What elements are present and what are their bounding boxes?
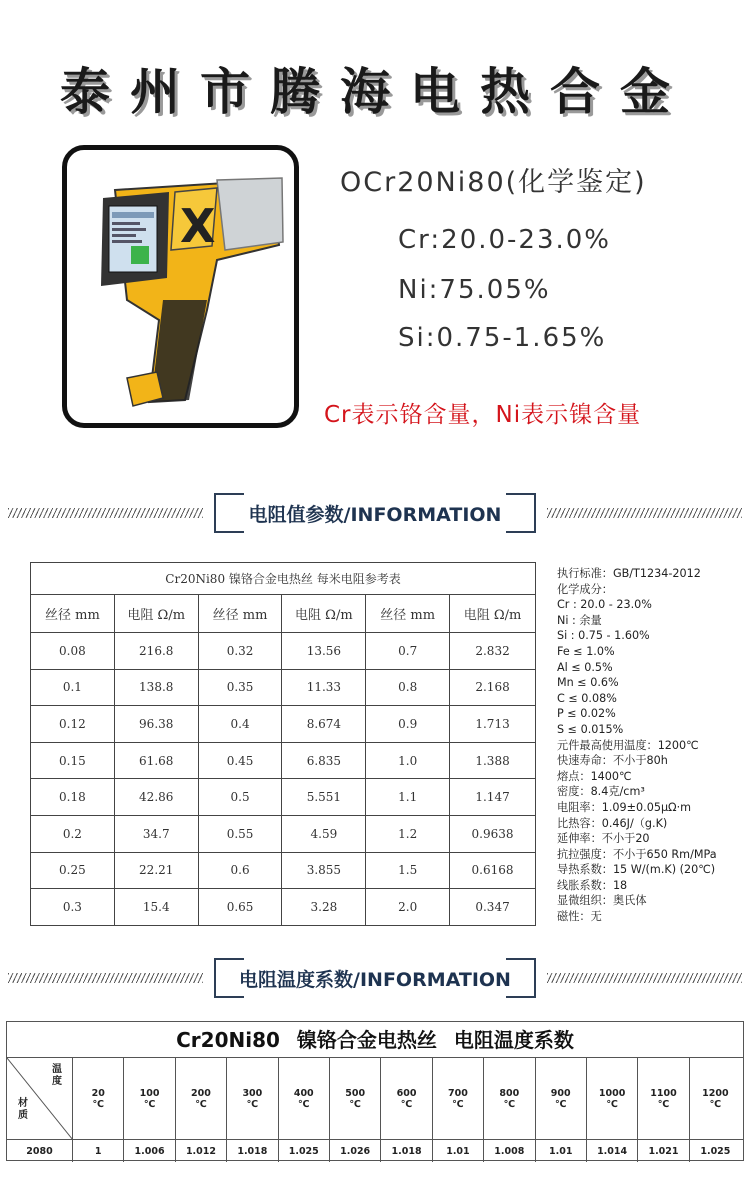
coef-value-row xyxy=(7,1140,743,1162)
table-cell: 3.28 xyxy=(282,889,366,926)
table-cell: 0.08 xyxy=(31,633,115,670)
table-cell: 22.21 xyxy=(114,852,198,889)
spec-line: 执行标准：GB/T1234-2012 xyxy=(557,567,701,580)
temp-header: 700 ℃ xyxy=(433,1058,484,1139)
column-header: 电阻 Ω/m xyxy=(282,595,366,633)
table-cell: 1.713 xyxy=(450,706,536,743)
table-cell: 3.855 xyxy=(282,852,366,889)
table-cell: 0.65 xyxy=(198,889,282,926)
table-cell: 0.3 xyxy=(31,889,115,926)
material-cell: 2080 xyxy=(7,1140,73,1162)
section-title-box xyxy=(214,958,536,998)
table-cell: 0.25 xyxy=(31,852,115,889)
table-cell: 0.9638 xyxy=(450,815,536,852)
table-cell: 1.1 xyxy=(366,779,450,816)
spec-line: 导热系数：15 W/(m.K) (20℃) xyxy=(557,863,716,877)
composition-cr: Cr:20.0-23.0% xyxy=(398,225,612,255)
table-cell: 61.68 xyxy=(114,742,198,779)
table-cell: 5.551 xyxy=(282,779,366,816)
table-row xyxy=(31,669,536,706)
table-cell: 216.8 xyxy=(114,633,198,670)
spec-line: 延伸率：不小于20 xyxy=(557,832,650,846)
table-cell: 0.7 xyxy=(366,633,450,670)
corner-label-temp: 温度 xyxy=(52,1064,62,1087)
table-cell: 0.4 xyxy=(198,706,282,743)
table-cell: 1.2 xyxy=(366,815,450,852)
table-row xyxy=(31,779,536,816)
coef-value: 1.014 xyxy=(587,1140,638,1162)
spec-line: P ≤ 0.02% xyxy=(557,707,616,721)
table-cell: 0.35 xyxy=(198,669,282,706)
product-photo-frame xyxy=(62,145,299,428)
coef-value: 1.026 xyxy=(330,1140,381,1162)
coef-value: 1.008 xyxy=(484,1140,535,1162)
xrf-analyzer-image xyxy=(67,150,294,423)
temp-header: 600 ℃ xyxy=(381,1058,432,1139)
spec-line: 化学成分： xyxy=(557,582,613,596)
table-cell: 1.5 xyxy=(366,852,450,889)
table-cell: 15.4 xyxy=(114,889,198,926)
table-row xyxy=(31,815,536,852)
spec-line: 显微组织：奥氏体 xyxy=(557,894,647,908)
spec-line: 密度：8.4克/cm³ xyxy=(557,785,645,799)
temp-header: 1000 ℃ xyxy=(587,1058,638,1139)
table-cell: 0.2 xyxy=(31,815,115,852)
coef-value: 1.021 xyxy=(638,1140,689,1162)
table-cell: 34.7 xyxy=(114,815,198,852)
table-cell: 8.674 xyxy=(282,706,366,743)
section-title-box xyxy=(214,493,536,533)
section-title: 电阻温度系数/INFORMATION xyxy=(239,968,511,991)
temperature-coefficient-table xyxy=(6,1021,744,1161)
column-header: 丝径 mm xyxy=(31,595,115,633)
device-x-label: X xyxy=(180,199,216,253)
table-row xyxy=(31,852,536,889)
table-cell: 1.147 xyxy=(450,779,536,816)
hatch-decoration-right xyxy=(547,508,742,518)
coef-value: 1 xyxy=(73,1140,124,1162)
table-cell: 1.0 xyxy=(366,742,450,779)
temp-header: 20 ℃ xyxy=(73,1058,124,1139)
temp-header: 200 ℃ xyxy=(176,1058,227,1139)
coef-value: 1.025 xyxy=(279,1140,330,1162)
temp-header: 300 ℃ xyxy=(227,1058,278,1139)
coef-value: 1.012 xyxy=(176,1140,227,1162)
temp-header: 900 ℃ xyxy=(536,1058,587,1139)
table-row xyxy=(31,742,536,779)
column-header: 电阻 Ω/m xyxy=(114,595,198,633)
coef-value: 1.025 xyxy=(700,1145,731,1157)
spec-line: Al ≤ 0.5% xyxy=(557,660,613,674)
coef-value: 1.006 xyxy=(124,1140,175,1162)
section-header-resistance xyxy=(0,493,750,533)
spec-line: S ≤ 0.015% xyxy=(557,722,624,736)
table-cell: 138.8 xyxy=(114,669,198,706)
table-row xyxy=(31,706,536,743)
spec-line: 抗拉强度：不小于650 Rm/MPa xyxy=(557,847,717,861)
coef-value: 1.018 xyxy=(227,1140,278,1162)
table-cell: 0.347 xyxy=(450,889,536,926)
table-cell: 0.18 xyxy=(31,779,115,816)
column-header: 丝径 mm xyxy=(366,595,450,633)
spec-line: 磁性：无 xyxy=(557,910,602,924)
table-cell: 0.12 xyxy=(31,706,115,743)
composition-note: Cr表示铬含量，Ni表示镍含量 xyxy=(324,402,642,428)
table-cell: 0.15 xyxy=(31,742,115,779)
spec-line: Fe ≤ 1.0% xyxy=(557,644,615,658)
spec-line: C ≤ 0.08% xyxy=(557,691,617,705)
spec-line: Cr : 20.0 - 23.0% xyxy=(557,598,652,612)
table-cell: 6.835 xyxy=(282,742,366,779)
spec-line: 元件最高使用温度：1200℃ xyxy=(557,738,699,752)
table-cell: 0.32 xyxy=(198,633,282,670)
corner-header xyxy=(7,1058,73,1139)
spec-line: Ni : 余量 xyxy=(557,613,602,627)
coef-value: 1.01 xyxy=(433,1140,484,1162)
spec-line: Mn ≤ 0.6% xyxy=(557,676,619,690)
hatch-decoration-left xyxy=(8,973,203,983)
table-row xyxy=(31,633,536,670)
company-title: 泰州市腾海电热合金 xyxy=(60,63,690,121)
temp-header: 500 ℃ xyxy=(330,1058,381,1139)
spec-line: 电阻率：1.09±0.05μΩ·m xyxy=(557,800,692,814)
hatch-decoration-left xyxy=(8,508,203,518)
temp-header: 800 ℃ xyxy=(484,1058,535,1139)
table-cell: 2.168 xyxy=(450,669,536,706)
temp-header: 1100 ℃ xyxy=(638,1058,689,1139)
table-cell: 0.5 xyxy=(198,779,282,816)
table-cell: 0.45 xyxy=(198,742,282,779)
hatch-decoration-right xyxy=(547,973,742,983)
resistance-table xyxy=(30,562,536,926)
table-cell: 0.55 xyxy=(198,815,282,852)
temp-header: 400 ℃ xyxy=(279,1058,330,1139)
table-cell: 0.6168 xyxy=(450,852,536,889)
table-cell: 42.86 xyxy=(114,779,198,816)
spec-line: Si : 0.75 - 1.60% xyxy=(557,629,650,643)
grade-title: OCr20Ni80(化学鉴定) xyxy=(340,167,647,198)
coef-table-title: Cr20Ni80 镍铬合金电热丝 电阻温度系数 xyxy=(7,1022,743,1058)
spec-line: 线胀系数：18 xyxy=(557,878,628,892)
table-cell: 1.388 xyxy=(450,742,536,779)
coef-value: 1.01 xyxy=(536,1140,587,1162)
composition-ni: Ni:75.05% xyxy=(398,275,551,305)
temp-header: 1200 ℃ xyxy=(702,1087,729,1110)
table-cell: 2.832 xyxy=(450,633,536,670)
table-cell: 11.33 xyxy=(282,669,366,706)
coef-value: 1.018 xyxy=(381,1140,432,1162)
section-title: 电阻值参数/INFORMATION xyxy=(248,503,502,526)
spec-line: 比热容：0.46J/（g.K) xyxy=(557,816,668,830)
section-header-temperature xyxy=(0,958,750,998)
table-cell: 0.6 xyxy=(198,852,282,889)
column-header: 丝径 mm xyxy=(198,595,282,633)
corner-label-material: 材质 xyxy=(18,1098,28,1121)
temp-header: 100 ℃ xyxy=(124,1058,175,1139)
table-cell: 96.38 xyxy=(114,706,198,743)
table-row xyxy=(31,889,536,926)
table-cell: 0.8 xyxy=(366,669,450,706)
table-cell: 4.59 xyxy=(282,815,366,852)
table-cell: 0.9 xyxy=(366,706,450,743)
spec-line: 熔点：1400℃ xyxy=(557,769,632,783)
table-cell: 13.56 xyxy=(282,633,366,670)
spec-list xyxy=(557,566,747,925)
composition-si: Si:0.75-1.65% xyxy=(398,323,607,353)
table-cell: 2.0 xyxy=(366,889,450,926)
coef-header-row xyxy=(7,1058,743,1140)
table-cell: 0.1 xyxy=(31,669,115,706)
spec-line: 快速寿命：不小于80h xyxy=(557,754,668,768)
table-caption: Cr20Ni80 镍铬合金电热丝 每米电阻参考表 xyxy=(31,563,536,595)
column-header: 电阻 Ω/m xyxy=(450,595,536,633)
